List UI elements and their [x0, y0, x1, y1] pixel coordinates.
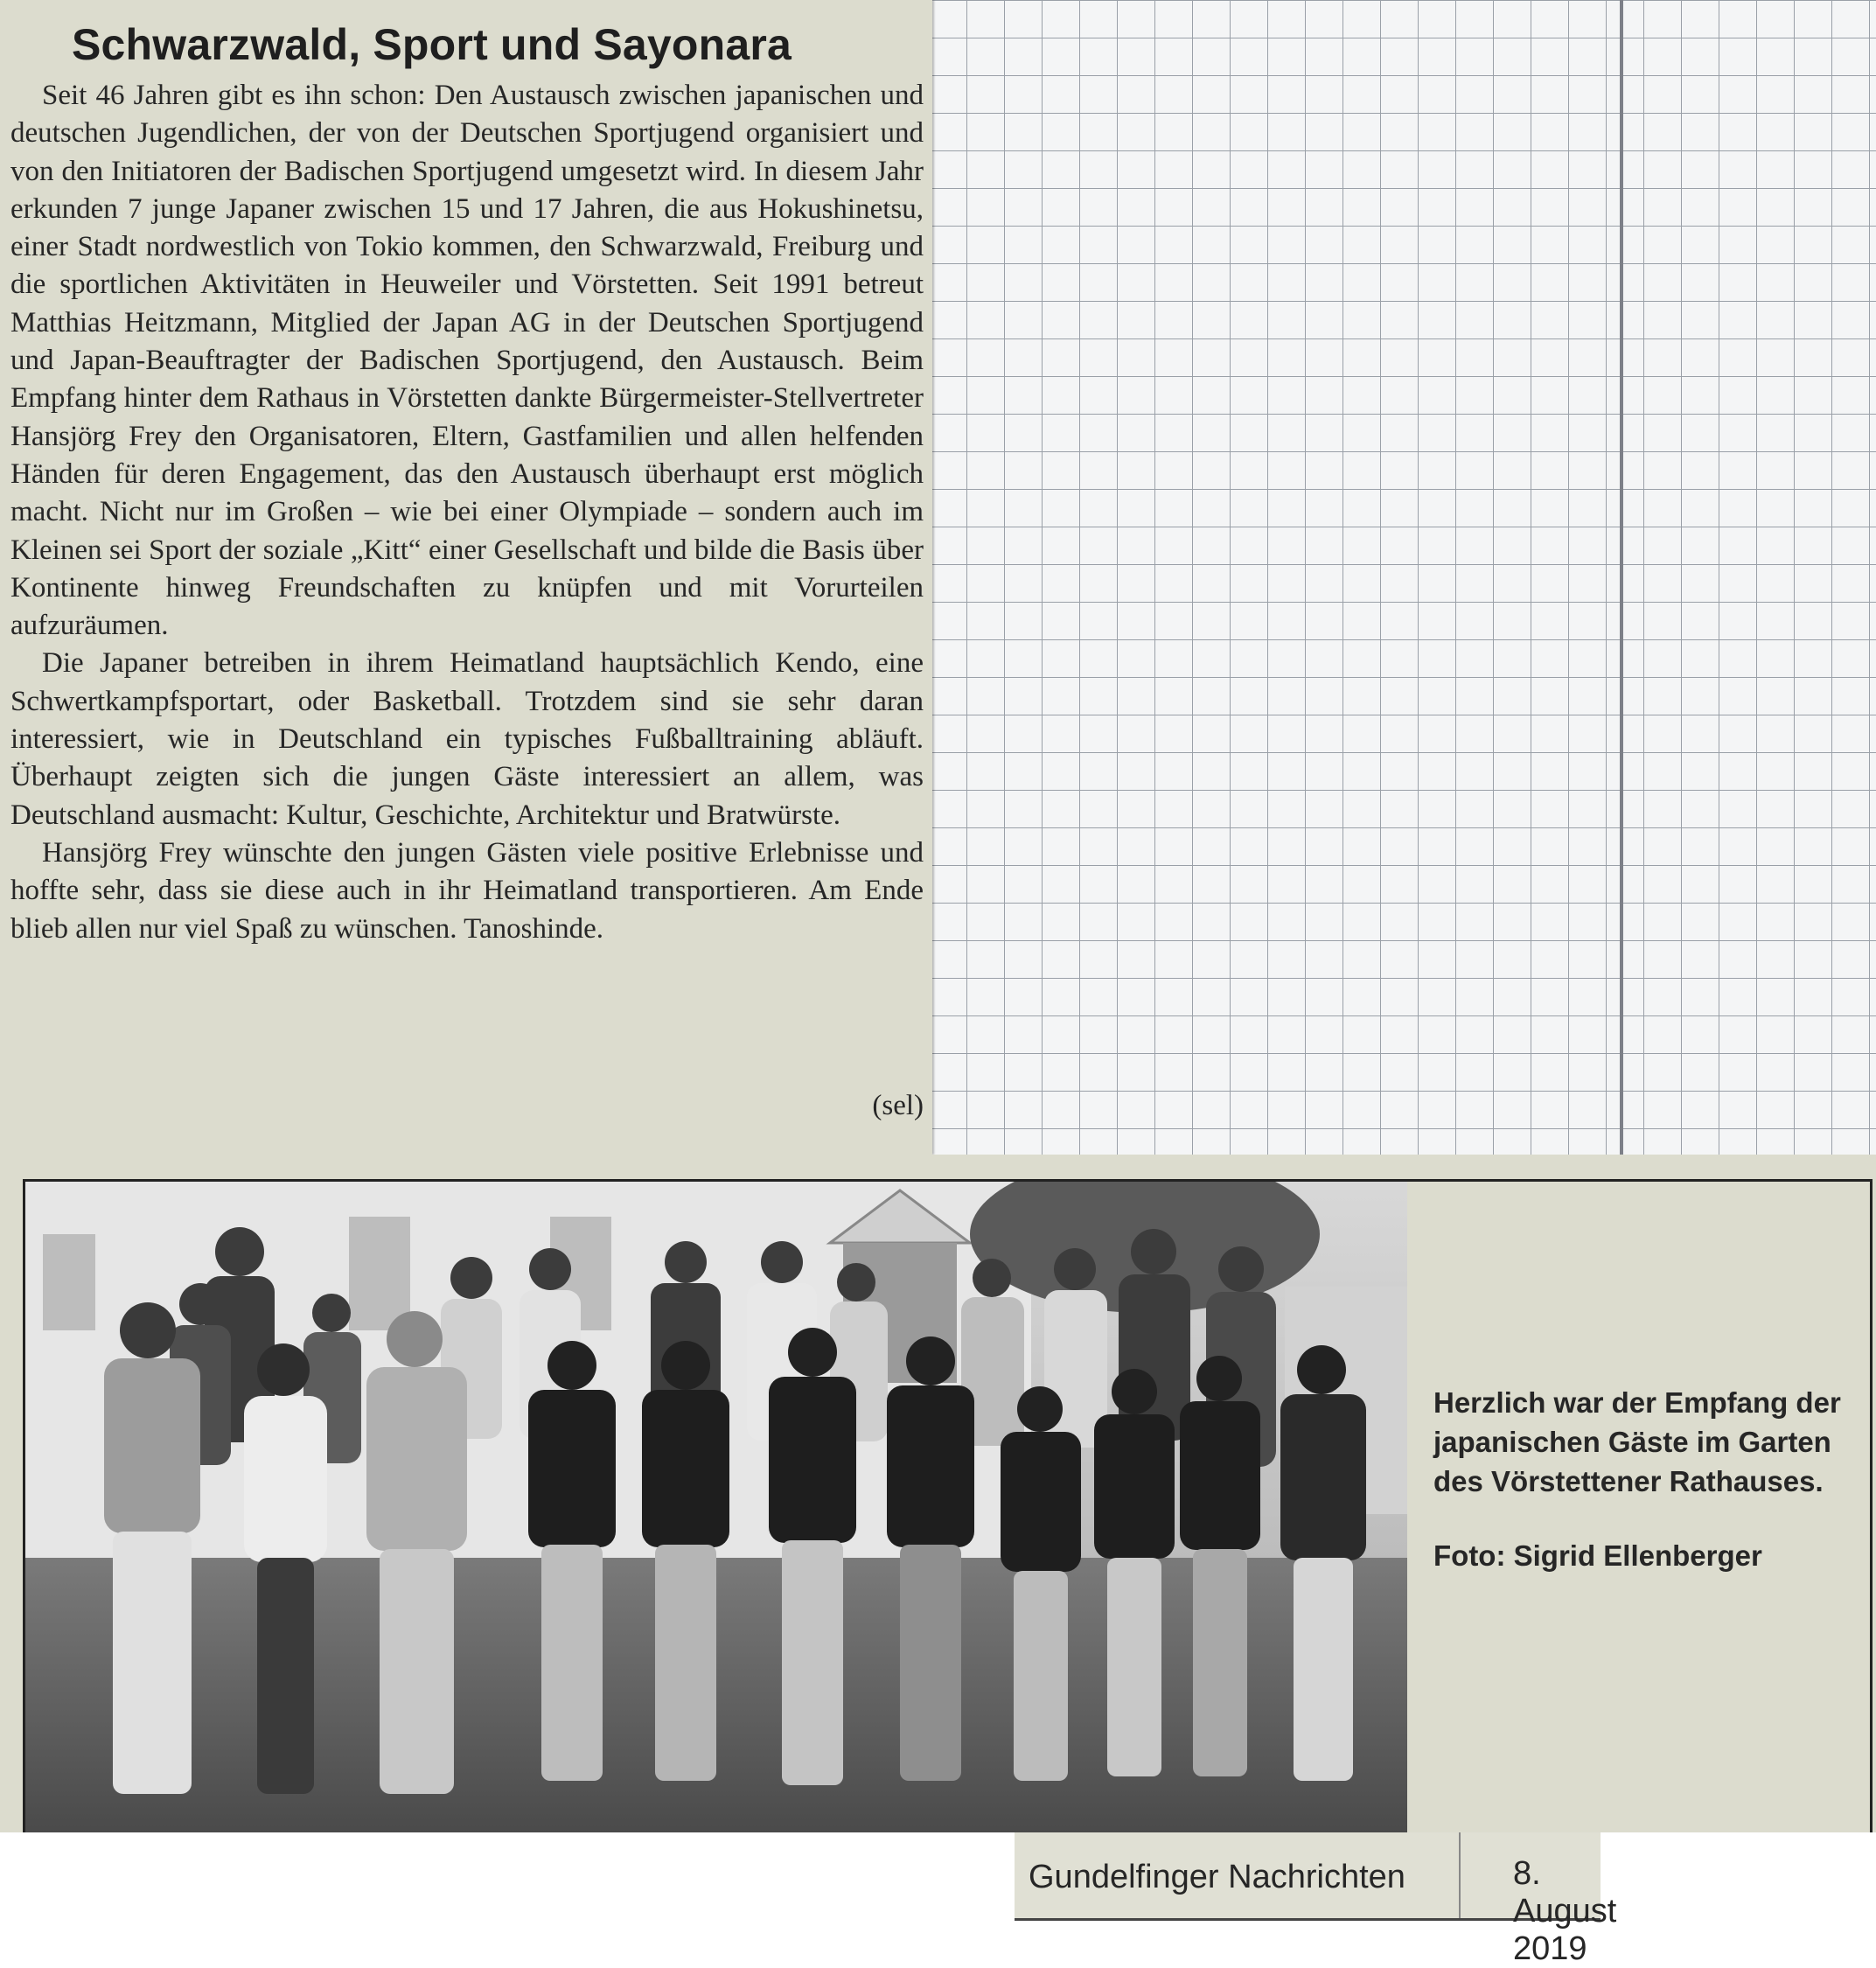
article-author: (sel) — [872, 1090, 924, 1121]
graph-paper-background — [929, 0, 1876, 1155]
article-paragraph-1: Seit 46 Jahren gibt es ihn schon: Den Austausch zwischen japanischen und deutschen Jugendlichen, der von der Deutschen Sportjugend organisiert und von den Initiatoren der Badischen Sportjugend umgesetzt wird. In diesem Jahr erkunden 7 junge Japaner zwischen 15 und 17 Jahren, die aus Hokushinetsu, einer Stadt nordwestlich von Tokio kommen, den Schwarzwald, Freiburg und die sportlichen Aktivitäten in Heuweiler und Vörstetten. Seit 1991 betreut Matthias Heitzmann, Mitglied der Japan AG in der Deutschen Sportjugend und Japan-Beauftragter der Badischen Sportjugend, den Austausch. Beim Empfang hinter dem Rathaus in Vörstetten dankte Bürgermeister-Stellvertreter Hansjörg Frey den Organisatoren, Eltern, Gastfamilien und allen helfenden Händen für deren Engagement, das den Austausch überhaupt erst möglich macht. Nicht nur im Großen – wie bei einer Olympiade – sondern auch im Kleinen sei Sport der soziale „Kitt“ einer Gesellschaft und bilde die Basis über Kontinente hinweg Freundschaften zu knüpfen und mit Vorurteilen aufzuräumen. — [10, 80, 924, 642]
source-divider — [1459, 1832, 1461, 1918]
article-paragraph-2: Die Japaner betreiben in ihrem Heimatland hauptsächlich Kendo, eine Schwertkampfsportart, oder Basketball. Trotzdem sind sie sehr daran interessiert, wie in Deutschland ein typisches Fußballtraining abläuft. Überhaupt zeigten sich die jungen Gäste interessiert an allem, was Deutschland ausmacht: Kultur, Geschichte, Architektur und Bratwürste. — [10, 647, 924, 831]
publication-date: 8. August 2019 — [1513, 1855, 1617, 1967]
article-clipping — [0, 0, 932, 1155]
photo-credit: Foto: Sigrid Ellenberger — [1433, 1539, 1762, 1572]
photo-caption-block — [1433, 1383, 1853, 1575]
article-body — [10, 77, 924, 948]
photo-section — [0, 1155, 1876, 1832]
photo-window — [43, 1234, 95, 1330]
article-headline: Schwarzwald, Sport und Sayonara — [72, 20, 792, 69]
publication-name: Gundelfinger Nachrichten — [1029, 1859, 1405, 1895]
footer-area — [0, 1832, 1876, 1967]
source-label — [1015, 1832, 1617, 1967]
graph-paper-margin-line — [1620, 0, 1623, 1155]
photo-caption: Herzlich war der Empfang der japanischen Gäste im Garten des Vörstettener Rathauses. — [1433, 1386, 1841, 1497]
photo-frame — [23, 1179, 1873, 1837]
group-photo — [25, 1182, 1407, 1834]
article-paragraph-3: Hansjörg Frey wünschte den jungen Gästen viele positive Erlebnisse und hoffte sehr, dass sie diese auch in ihr Heimatland transportieren. Am Ende blieb allen nur viel Spaß zu wünschen. Tanoshinde. — [10, 836, 924, 945]
photo-window — [349, 1217, 410, 1330]
